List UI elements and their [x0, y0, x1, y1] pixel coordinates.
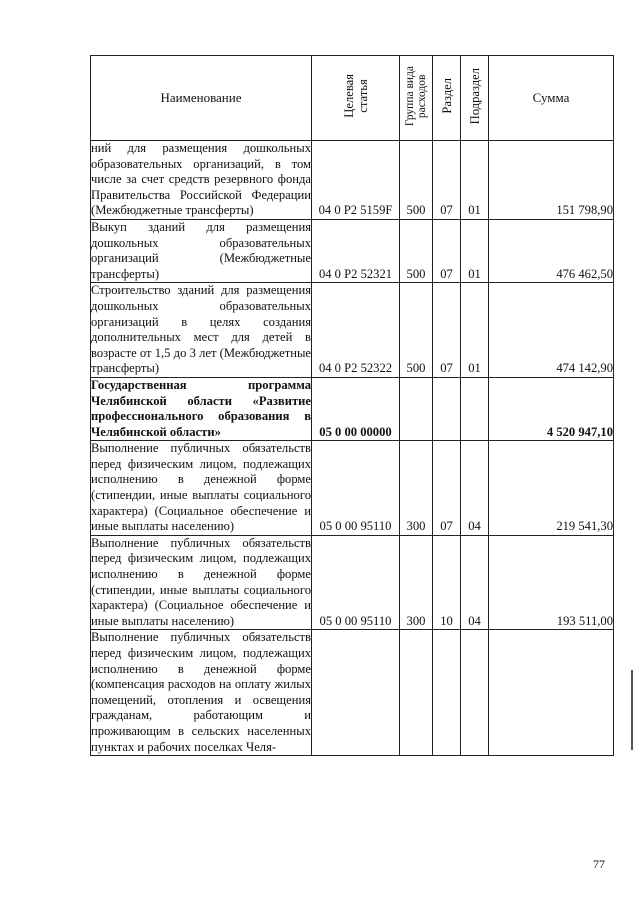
cell-sum: 4 520 947,10	[489, 377, 614, 440]
cell-subsection: 04	[461, 441, 489, 536]
budget-table	[90, 55, 614, 756]
cell-target-code: 04 0 P2 5159F	[312, 141, 400, 220]
cell-expense-group: 300	[400, 535, 433, 630]
header-sum	[489, 56, 614, 141]
header-sum-label: Сумма	[532, 89, 570, 105]
cell-sum: 151 798,90	[489, 141, 614, 220]
cell-subsection: 01	[461, 283, 489, 378]
table-body	[91, 141, 614, 756]
cell-expense-group	[400, 377, 433, 440]
cell-sum: 193 511,00	[489, 535, 614, 630]
cell-expense-group: 300	[400, 441, 433, 536]
table-row	[91, 630, 614, 756]
header-section-label: Раздел	[439, 77, 454, 114]
cell-expense-group: 500	[400, 141, 433, 220]
cell-target-code: 05 0 00 00000	[312, 377, 400, 440]
table-row	[91, 141, 614, 220]
header-name	[91, 56, 312, 141]
cell-subsection	[461, 630, 489, 756]
cell-section	[433, 630, 461, 756]
table-row	[91, 377, 614, 440]
cell-expense-group: 500	[400, 283, 433, 378]
cell-name: Выкуп зданий для размещения дошкольных образовательных организаций (Межбюджетные трансферты)	[91, 219, 312, 282]
cell-section: 10	[433, 535, 461, 630]
table-row	[91, 535, 614, 630]
cell-target-code	[312, 630, 400, 756]
cell-sum: 219 541,30	[489, 441, 614, 536]
cell-target-code: 05 0 00 95110	[312, 535, 400, 630]
cell-sum: 474 142,90	[489, 283, 614, 378]
cell-name: Выполнение публичных обязательств перед физическим лицом, подлежащих исполнению в денежной форме (стипендии, иные выплаты социального характера) (Социальное обеспечение и иные выплаты населению)	[91, 535, 312, 630]
cell-subsection	[461, 377, 489, 440]
page-number: 77	[593, 857, 605, 871]
header-target	[312, 56, 400, 141]
cell-section: 07	[433, 283, 461, 378]
header-subsection-label: Подраздел	[467, 67, 482, 124]
margin-line	[631, 670, 633, 750]
table-row	[91, 219, 614, 282]
cell-name: Выполнение публичных обязательств перед физическим лицом, подлежащих исполнению в денежной форме (стипендии, иные выплаты социального характера) (Социальное обеспечение и иные выплаты населению)	[91, 441, 312, 536]
cell-subsection: 04	[461, 535, 489, 630]
cell-target-code: 04 0 P2 52321	[312, 219, 400, 282]
cell-sum	[489, 630, 614, 756]
header-section	[433, 56, 461, 141]
cell-subsection: 01	[461, 219, 489, 282]
cell-target-code: 04 0 P2 52322	[312, 283, 400, 378]
table-header-row	[91, 56, 614, 141]
cell-name: Выполнение публичных обязательств перед физическим лицом, подлежащих исполнению в денежной форме (компенсация расходов на оплату жилых помещений, отопления и освещения гражданам, работающим и проживающим в сельских населенных пунктах и рабочих поселках Челя-	[91, 630, 312, 756]
header-name-label: Наименование	[160, 89, 242, 105]
cell-expense-group: 500	[400, 219, 433, 282]
cell-name: ний для размещения дошкольных образовательных организаций, в том числе за счет средств резервного фонда Правительства Российской Федерации (Межбюджетные трансферты)	[91, 141, 312, 220]
table-row	[91, 283, 614, 378]
cell-target-code: 05 0 00 95110	[312, 441, 400, 536]
cell-expense-group	[400, 630, 433, 756]
cell-section	[433, 377, 461, 440]
header-subsection	[461, 56, 489, 141]
cell-name: Государственная программа Челябинской области «Развитие профессионального образования в Челябинской области»	[91, 377, 312, 440]
cell-subsection: 01	[461, 141, 489, 220]
cell-section: 07	[433, 219, 461, 282]
header-target-label: Целевая статья	[341, 73, 370, 118]
header-expense-group	[400, 56, 433, 141]
cell-section: 07	[433, 141, 461, 220]
header-expense-group-label: Группа вида расходов	[404, 65, 428, 126]
cell-sum: 476 462,50	[489, 219, 614, 282]
table-row	[91, 441, 614, 536]
cell-section: 07	[433, 441, 461, 536]
cell-name: Строительство зданий для размещения дошкольных образовательных организаций в целях создания дополнительных мест для детей в возрасте от 1,5 до 3 лет (Межбюджетные трансферты)	[91, 283, 312, 378]
